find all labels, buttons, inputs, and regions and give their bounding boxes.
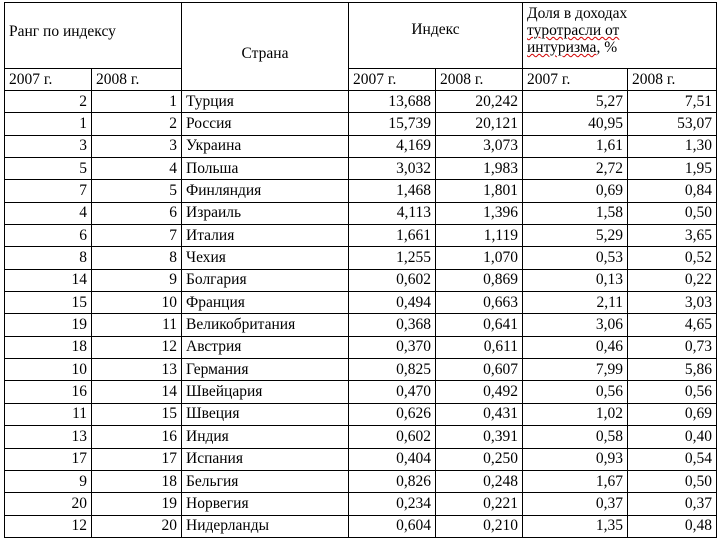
- rank-2008-cell: 17: [92, 448, 182, 470]
- table-row: [5, 180, 717, 202]
- share-2007-cell: 7,99: [523, 359, 628, 381]
- country-cell: Швеция: [182, 403, 349, 425]
- index-2008-cell: 0,663: [436, 292, 523, 314]
- rank-2007-cell: 14: [5, 269, 92, 291]
- country-cell: Бельгия: [182, 470, 349, 492]
- country-cell: Испания: [182, 448, 349, 470]
- table-row: [5, 292, 717, 314]
- share-2008-cell: 1,30: [628, 135, 717, 157]
- index-2008-cell: 0,210: [436, 515, 523, 537]
- rank-2007-cell: 3: [5, 135, 92, 157]
- rank-2007-header: 2007 г.: [5, 69, 92, 91]
- share-header-line2: туротрасли от: [527, 22, 620, 39]
- rank-2008-cell: 9: [92, 269, 182, 291]
- rank-2007-cell: 16: [5, 381, 92, 403]
- index-2007-cell: 1,661: [349, 225, 436, 247]
- table-row: [5, 135, 717, 157]
- share-2008-cell: 1,95: [628, 158, 717, 180]
- share-2008-cell: 5,86: [628, 359, 717, 381]
- rank-2008-cell: 2: [92, 113, 182, 135]
- index-2008-cell: 1,396: [436, 202, 523, 224]
- rank-2008-cell: 15: [92, 403, 182, 425]
- rank-2007-cell: 10: [5, 359, 92, 381]
- share-2007-cell: 0,93: [523, 448, 628, 470]
- share-2008-cell: 3,03: [628, 292, 717, 314]
- index-2008-cell: 1,119: [436, 225, 523, 247]
- index-2008-cell: 0,431: [436, 403, 523, 425]
- rank-2007-cell: 18: [5, 336, 92, 358]
- share-2008-cell: 0,50: [628, 202, 717, 224]
- country-cell: Австрия: [182, 336, 349, 358]
- rank-2008-cell: 4: [92, 158, 182, 180]
- index-2008-cell: 0,869: [436, 269, 523, 291]
- country-cell: Россия: [182, 113, 349, 135]
- table-row: [5, 113, 717, 135]
- rank-2007-cell: 5: [5, 158, 92, 180]
- share-2008-cell: 3,65: [628, 225, 717, 247]
- share-header: [523, 3, 717, 69]
- table-row: [5, 225, 717, 247]
- share-2007-cell: 0,37: [523, 493, 628, 515]
- rank-2008-header: 2008 г.: [92, 69, 182, 91]
- table-row: [5, 247, 717, 269]
- share-2008-cell: 0,73: [628, 336, 717, 358]
- index-2007-cell: 1,468: [349, 180, 436, 202]
- rank-2008-cell: 8: [92, 247, 182, 269]
- country-cell: Болгария: [182, 269, 349, 291]
- country-cell: Нидерланды: [182, 515, 349, 537]
- rank-2008-cell: 13: [92, 359, 182, 381]
- rank-2007-cell: 2: [5, 91, 92, 113]
- index-2007-header: 2007 г.: [349, 69, 436, 91]
- share-2008-cell: 0,50: [628, 470, 717, 492]
- index-2007-cell: 0,604: [349, 515, 436, 537]
- share-2007-cell: 1,02: [523, 403, 628, 425]
- index-2007-cell: 0,826: [349, 470, 436, 492]
- index-2007-cell: 0,368: [349, 314, 436, 336]
- table-row: [5, 91, 717, 113]
- rank-2007-cell: 12: [5, 515, 92, 537]
- rank-2007-cell: 17: [5, 448, 92, 470]
- index-2007-cell: 0,370: [349, 336, 436, 358]
- share-2007-cell: 2,11: [523, 292, 628, 314]
- table-row: [5, 403, 717, 425]
- country-header: Страна: [182, 3, 349, 91]
- rank-2007-cell: 9: [5, 470, 92, 492]
- country-cell: Швейцария: [182, 381, 349, 403]
- rank-2007-cell: 6: [5, 225, 92, 247]
- share-2008-cell: 0,22: [628, 269, 717, 291]
- share-2007-cell: 5,29: [523, 225, 628, 247]
- rank-2007-cell: 20: [5, 493, 92, 515]
- index-2008-cell: 0,641: [436, 314, 523, 336]
- index-2008-cell: 0,221: [436, 493, 523, 515]
- index-2008-cell: 0,611: [436, 336, 523, 358]
- rank-2007-cell: 11: [5, 403, 92, 425]
- table-row: [5, 515, 717, 537]
- index-2007-cell: 0,470: [349, 381, 436, 403]
- index-2008-cell: 20,242: [436, 91, 523, 113]
- index-2007-cell: 13,688: [349, 91, 436, 113]
- index-2008-cell: 0,250: [436, 448, 523, 470]
- share-2007-cell: 0,46: [523, 336, 628, 358]
- country-cell: Польша: [182, 158, 349, 180]
- share-2008-cell: 0,54: [628, 448, 717, 470]
- country-cell: Украина: [182, 135, 349, 157]
- rank-2008-cell: 20: [92, 515, 182, 537]
- index-2008-header: 2008 г.: [436, 69, 523, 91]
- share-2008-cell: 0,40: [628, 426, 717, 448]
- index-2008-cell: 3,073: [436, 135, 523, 157]
- index-2007-cell: 15,739: [349, 113, 436, 135]
- index-2007-cell: 0,602: [349, 269, 436, 291]
- index-2007-cell: 0,825: [349, 359, 436, 381]
- table-row: [5, 493, 717, 515]
- index-2008-cell: 20,121: [436, 113, 523, 135]
- share-2007-cell: 1,35: [523, 515, 628, 537]
- rank-2007-cell: 13: [5, 426, 92, 448]
- rank-2008-cell: 18: [92, 470, 182, 492]
- country-cell: Израиль: [182, 202, 349, 224]
- rank-2008-cell: 5: [92, 180, 182, 202]
- rank-2008-cell: 19: [92, 493, 182, 515]
- tourism-index-table: [4, 2, 717, 538]
- table-row: [5, 470, 717, 492]
- index-2008-cell: 1,070: [436, 247, 523, 269]
- index-2007-cell: 0,494: [349, 292, 436, 314]
- share-2008-header: 2008 г.: [628, 69, 717, 91]
- country-cell: Финляндия: [182, 180, 349, 202]
- share-2008-cell: 4,65: [628, 314, 717, 336]
- index-2008-cell: 0,248: [436, 470, 523, 492]
- rank-2007-cell: 4: [5, 202, 92, 224]
- rank-2007-cell: 7: [5, 180, 92, 202]
- share-2007-cell: 1,61: [523, 135, 628, 157]
- share-2008-cell: 53,07: [628, 113, 717, 135]
- share-2008-cell: 0,69: [628, 403, 717, 425]
- table-row: [5, 202, 717, 224]
- rank-2008-cell: 6: [92, 202, 182, 224]
- rank-2008-cell: 11: [92, 314, 182, 336]
- country-cell: Индия: [182, 426, 349, 448]
- share-2007-cell: 40,95: [523, 113, 628, 135]
- index-2007-cell: 3,032: [349, 158, 436, 180]
- rank-2008-cell: 7: [92, 225, 182, 247]
- index-header: Индекс: [349, 3, 523, 69]
- rank-2007-cell: 15: [5, 292, 92, 314]
- rank-2007-cell: 8: [5, 247, 92, 269]
- country-cell: Чехия: [182, 247, 349, 269]
- rank-2008-cell: 16: [92, 426, 182, 448]
- share-2007-cell: 0,13: [523, 269, 628, 291]
- share-2007-cell: 3,06: [523, 314, 628, 336]
- share-2007-cell: 2,72: [523, 158, 628, 180]
- rank-2008-cell: 1: [92, 91, 182, 113]
- rank-2008-cell: 14: [92, 381, 182, 403]
- index-2008-cell: 0,492: [436, 381, 523, 403]
- table-row: [5, 336, 717, 358]
- share-2008-cell: 0,52: [628, 247, 717, 269]
- share-header-line3a: интуризма: [527, 39, 597, 56]
- share-2008-cell: 7,51: [628, 91, 717, 113]
- share-2007-cell: 5,27: [523, 91, 628, 113]
- country-cell: Италия: [182, 225, 349, 247]
- rank-2008-cell: 12: [92, 336, 182, 358]
- table-row: [5, 314, 717, 336]
- share-2008-cell: 0,37: [628, 493, 717, 515]
- country-cell: Турция: [182, 91, 349, 113]
- share-2007-cell: 0,53: [523, 247, 628, 269]
- index-2007-cell: 1,255: [349, 247, 436, 269]
- share-2007-cell: 0,58: [523, 426, 628, 448]
- share-2007-cell: 1,58: [523, 202, 628, 224]
- rank-2007-cell: 1: [5, 113, 92, 135]
- share-2007-cell: 0,56: [523, 381, 628, 403]
- table-row: [5, 359, 717, 381]
- country-cell: Франция: [182, 292, 349, 314]
- table-row: [5, 158, 717, 180]
- share-header-line3b: , %: [596, 39, 618, 56]
- share-2007-cell: 0,69: [523, 180, 628, 202]
- index-2008-cell: 1,983: [436, 158, 523, 180]
- rank-2008-cell: 10: [92, 292, 182, 314]
- table-row: [5, 426, 717, 448]
- index-2008-cell: 0,607: [436, 359, 523, 381]
- index-2007-cell: 0,626: [349, 403, 436, 425]
- index-2007-cell: 4,169: [349, 135, 436, 157]
- index-2007-cell: 0,234: [349, 493, 436, 515]
- table-row: [5, 381, 717, 403]
- index-2007-cell: 0,404: [349, 448, 436, 470]
- share-2007-header: 2007 г.: [523, 69, 628, 91]
- share-header-line1: Доля в доходах: [527, 5, 628, 22]
- index-2007-cell: 0,602: [349, 426, 436, 448]
- table-row: [5, 448, 717, 470]
- table-body: [5, 91, 717, 538]
- rank-2008-cell: 3: [92, 135, 182, 157]
- share-2008-cell: 0,84: [628, 180, 717, 202]
- country-cell: Великобритания: [182, 314, 349, 336]
- index-2008-cell: 0,391: [436, 426, 523, 448]
- country-cell: Германия: [182, 359, 349, 381]
- share-2008-cell: 0,56: [628, 381, 717, 403]
- share-2007-cell: 1,67: [523, 470, 628, 492]
- country-cell: Норвегия: [182, 493, 349, 515]
- index-2008-cell: 1,801: [436, 180, 523, 202]
- rank-2007-cell: 19: [5, 314, 92, 336]
- table-row: [5, 269, 717, 291]
- rank-header: Ранг по индексу: [5, 3, 182, 69]
- share-2008-cell: 0,48: [628, 515, 717, 537]
- index-2007-cell: 4,113: [349, 202, 436, 224]
